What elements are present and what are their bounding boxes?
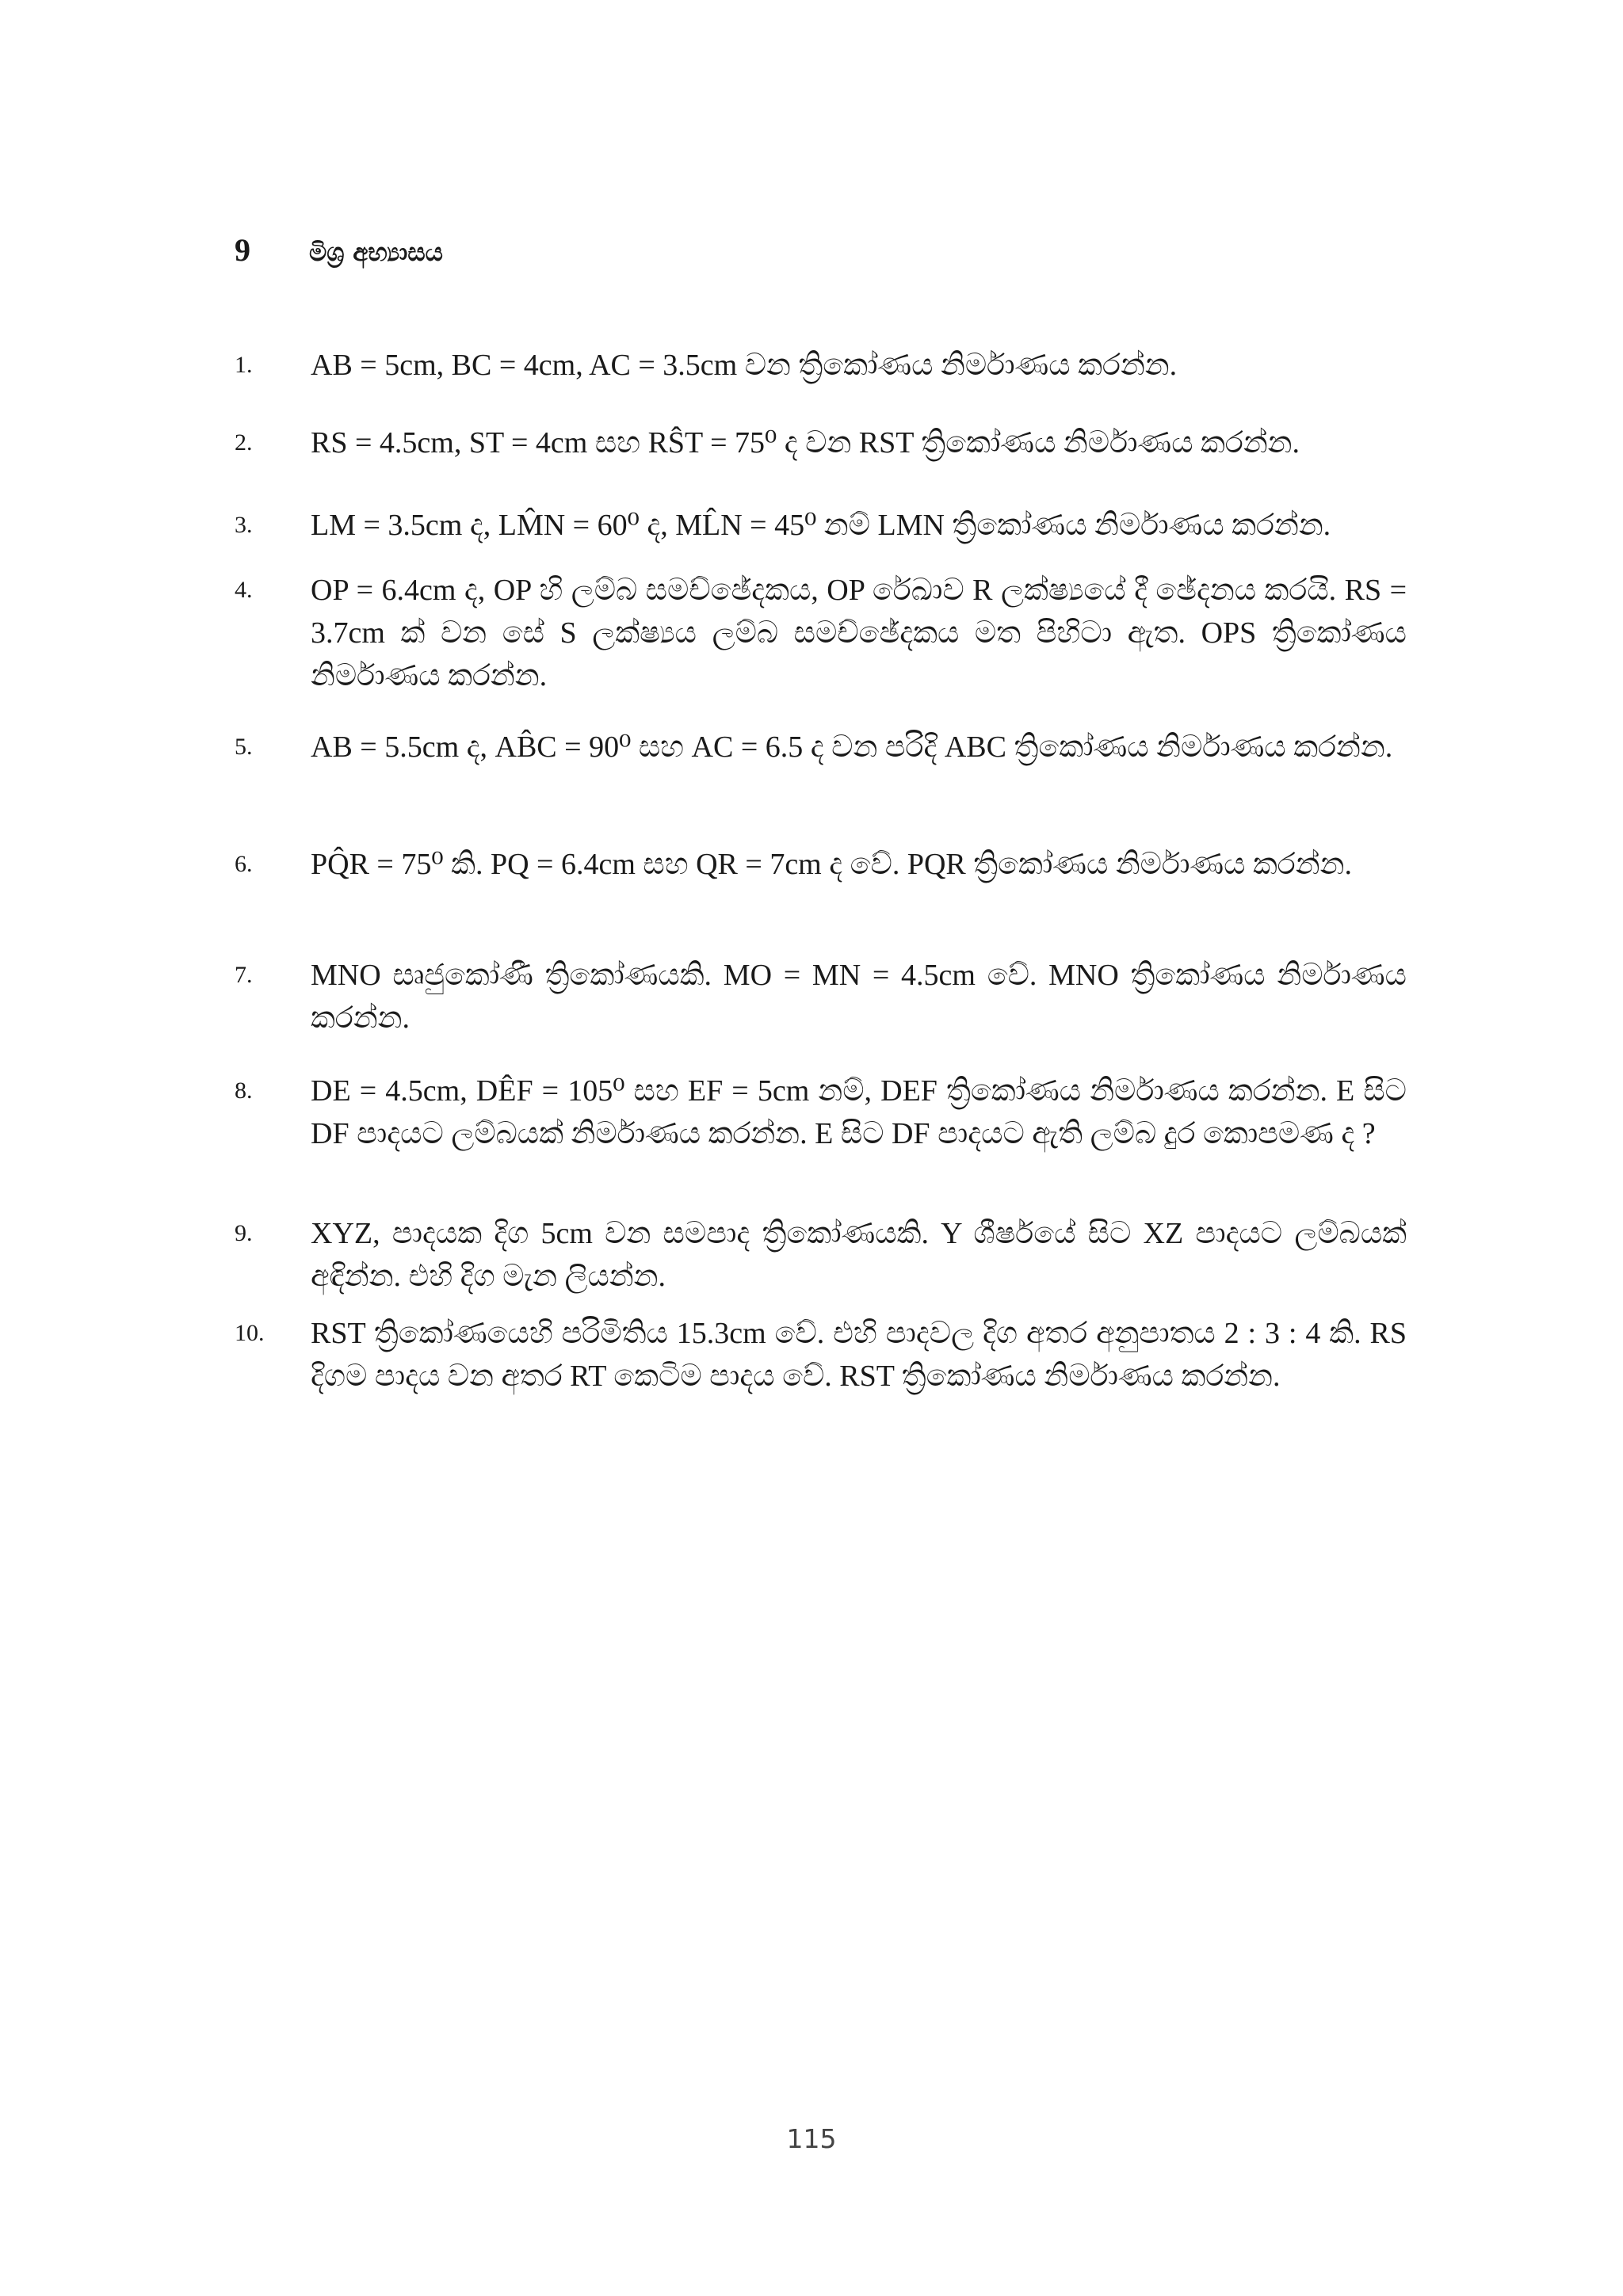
exercise-item-9 [235, 1212, 1407, 1298]
exercise-text: RST ත්‍රිකෝණයෙහි පරිමිතිය 15.3cm වේ. එහි පාදවල දිග අතර අනුපාතය 2 : 3 : 4 කි. RS දිගම පාදය වන අතර RT කෙටිම පාදය වේ. RST ත්‍රිකෝණය නිර්මාණය කරන්න. [311, 1317, 1407, 1393]
page-number: 115 [786, 2123, 837, 2154]
exercise-text: MNO සෘජුකෝණී ත්‍රිකෝණයකි. MO = MN = 4.5cm වේ. MNO ත්‍රිකෝණය නිර්මාණය කරන්න. [311, 959, 1407, 1035]
exercise-item-6 [235, 843, 1407, 886]
exercise-number: 7. [235, 962, 253, 988]
section-title: මිශ්‍ර අභ්‍යාසය [309, 238, 443, 267]
exercise-item-2 [235, 421, 1407, 464]
exercise-number: 2. [235, 429, 253, 456]
exercise-text: DE = 4.5cm, DÊF = 105⁰ සහ EF = 5cm නම්, DEF ත්‍රිකෝණය නිර්මාණය කරන්න. E සිට DF පාදයට ලම්බයක් නිර්මාණය කරන්න. E සිට DF පාදයට ඇති ලම්බ දුර කොපමණ ද ? [311, 1074, 1407, 1150]
exercise-text: AB = 5cm, BC = 4cm, AC = 3.5cm වන ත්‍රිකෝණය නිර්මාණය කරන්න. [311, 349, 1178, 382]
exercise-item-3 [235, 504, 1407, 547]
exercise-text: AB = 5.5cm ද, AB̂C = 90⁰ සහ AC = 6.5 ද වන පරිදි ABC ත්‍රිකෝණය නිර්මාණය කරන්න. [311, 730, 1393, 764]
exercise-text: OP = 6.4cm ද, OP හි ලම්බ සමච්ඡේදකය, OP රේඛාව R ලක්ෂ්‍යයේ දී ඡේදනය කරයි. RS = 3.7cm ක් වන සේ S ලක්ෂ්‍යය ලම්බ සමච්ඡේදකය මත පිහිටා ඇත. OPS ත්‍රිකෝණය නිර්මාණය කරන්න. [311, 574, 1407, 692]
exercise-number: 8. [235, 1077, 253, 1104]
exercise-item-10 [235, 1312, 1407, 1398]
exercise-text: LM = 3.5cm ද, LM̂N = 60⁰ ද, ML̂N = 45⁰ නම් LMN ත්‍රිකෝණය නිර්මාණය කරන්න. [311, 509, 1331, 542]
exercise-number: 5. [235, 734, 253, 760]
exercise-number: 1. [235, 352, 253, 378]
exercise-item-4 [235, 569, 1407, 697]
exercise-item-1 [235, 344, 1407, 387]
exercise-number: 9. [235, 1220, 253, 1246]
section-number: 9 [235, 232, 250, 268]
exercise-item-5 [235, 726, 1407, 769]
exercise-item-8 [235, 1070, 1407, 1155]
exercise-text: XYZ, පාදයක දිග 5cm වන සමපාද ත්‍රිකෝණයකි. Y ශීර්ෂයේ සිට XZ පාදයට ලම්බයක් අඳින්න. එහි දිග මැන ලියන්න. [311, 1217, 1407, 1293]
exercise-text: RS = 4.5cm, ST = 4cm සහ RŜT = 75⁰ ද වන RST ත්‍රිකෝණය නිර්මාණය කරන්න. [311, 426, 1300, 460]
exercise-number: 10. [235, 1320, 265, 1346]
exercise-item-7 [235, 954, 1407, 1039]
exercise-number: 4. [235, 577, 253, 603]
exercise-number: 6. [235, 851, 253, 877]
exercise-number: 3. [235, 512, 253, 538]
section-heading [235, 231, 443, 269]
exercise-text: PQ̂R = 75⁰ කි. PQ = 6.4cm සහ QR = 7cm ද වේ. PQR ත්‍රිකෝණය නිර්මාණය කරන්න. [311, 848, 1352, 881]
